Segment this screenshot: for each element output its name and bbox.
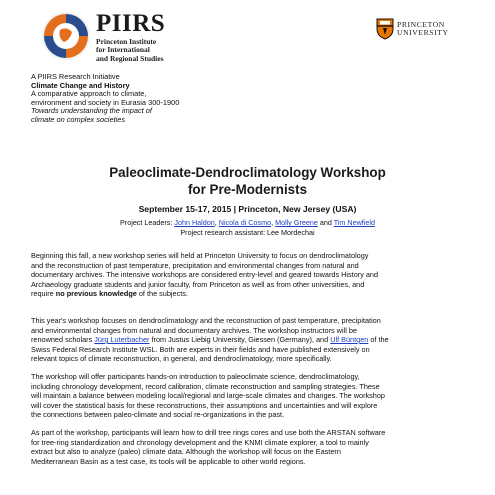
piirs-name: PIIRS — [96, 10, 166, 37]
princeton-shield-icon — [376, 18, 394, 40]
instructor-link[interactable]: Ulf Büntgen — [330, 335, 369, 344]
text-line: documentary archives. The intensive workshops are considered entry-level and geared towards History and — [31, 270, 379, 279]
date-location: September 15-17, 2015 | Princeton, New Jersey (USA) — [138, 204, 357, 214]
text-line: Swiss Federal Research Institute WSL. Both are experts in their fields and have published extensively on — [31, 344, 370, 354]
text-line — [31, 335, 471, 345]
paragraph-content — [31, 372, 471, 420]
leader-link[interactable]: Molly Greene — [275, 218, 318, 227]
princeton-logo — [376, 18, 466, 42]
paragraph-focus — [31, 316, 471, 364]
piirs-sub-line: for International — [96, 45, 150, 55]
text-span: of the subjects. — [136, 289, 188, 298]
text-line: Beginning this fall, a new workshop series will held at Princeton University to focus on dendroclimatology — [31, 251, 369, 260]
text-span: renowned scholars — [31, 335, 95, 344]
text-line: relevant topics of climate reconstruction, in general, and dendroclimatology, more specifically. — [31, 354, 332, 363]
text-line: Archaeology graduate students and junior faculty, from Princeton as well as from other universities, and — [31, 279, 365, 289]
leader-link[interactable]: Nicola di Cosmo — [218, 218, 272, 227]
text-line: Mediterranean Basin as a test case, its tools will be applicable to other world regions. — [31, 456, 306, 466]
leader-link[interactable]: Tim Newfield — [333, 218, 375, 227]
separator: , — [271, 218, 276, 227]
text-line: for tree-ring standardization and chronology development and the KNMI climate explorer, a tool to mainly — [31, 437, 369, 447]
leaders-label: Project Leaders: — [120, 218, 175, 227]
text-line: extract but also to analyze (paleo) climate data. Although the workshop will focus on the Eastern — [31, 447, 341, 456]
separator: and — [317, 218, 334, 227]
text-line: and environmental changes from natural and documentary archives. The workshop instructors will be — [31, 325, 357, 335]
instructor-link[interactable]: Jürg Luterbacher — [94, 335, 150, 344]
piirs-subtitle — [96, 38, 165, 63]
workshop-title: for Pre-Modernists — [187, 182, 308, 197]
piirs-globe-icon — [40, 10, 92, 62]
text-span: of the — [368, 335, 389, 344]
text-line: and the reconstruction of past temperature, precipitation and environmental changes from natural and — [31, 260, 359, 270]
text-line: will cover the statistical basis for these reconstructions, their assumptions and uncertainties and will explore — [31, 400, 378, 410]
research-assistant: Project research assistant: Lee Mordechai — [180, 228, 315, 237]
initiative-title: Climate Change and History — [31, 80, 130, 90]
text-span: from Justus Liebig University, Giessen (Germany), and — [149, 335, 331, 344]
paragraph-intro — [31, 251, 471, 299]
piirs-sub-line: Princeton Institute — [96, 37, 157, 46]
text-line: including chronology development, record calibration, climate reconstruction and sampling strategies. These — [31, 381, 380, 391]
leader-link[interactable]: John Haldon — [174, 218, 215, 227]
princeton-line1: PRINCETON — [397, 20, 445, 29]
text-line: will maintain a balance between modeling local/regional and large-scale climates and changes. The workshop — [31, 391, 385, 400]
initiative-tagline: Towards understanding the impact of — [31, 106, 152, 116]
paragraph-tools — [31, 428, 471, 466]
project-leaders — [0, 218, 495, 227]
initiative-desc: A comparative approach to climate, — [31, 89, 147, 99]
initiative-desc: environment and society in Eurasia 300-1900 — [31, 97, 180, 107]
text-line: This year's workshop focuses on dendroclimatology and the reconstruction of past temperature, precipitation — [31, 316, 381, 325]
initiative-block — [31, 73, 179, 125]
emphasis-text: no previous knowledge — [55, 289, 137, 298]
piirs-logo — [40, 10, 190, 66]
text-line — [31, 289, 471, 299]
text-line: As part of the workshop, participants will learn how to drill tree rings cores and use both the ARSTAN software — [31, 428, 386, 437]
text-line: The workshop will offer participants hands-on introduction to paleoclimate science, dendroclimatology, — [31, 372, 360, 381]
initiative-label: A PIIRS Research Initiative — [31, 72, 120, 81]
initiative-tagline: climate on complex societies — [31, 114, 126, 124]
workshop-title: Paleoclimate-Dendroclimatology Workshop — [109, 165, 386, 180]
separator: , — [214, 218, 219, 227]
text-line: the connections between paleo-climate and social re-organizations in the past. — [31, 410, 285, 419]
text-span: require — [31, 289, 56, 298]
piirs-sub-line: and Regional Studies — [96, 53, 164, 63]
princeton-line2: UNIVERSITY — [397, 28, 449, 38]
